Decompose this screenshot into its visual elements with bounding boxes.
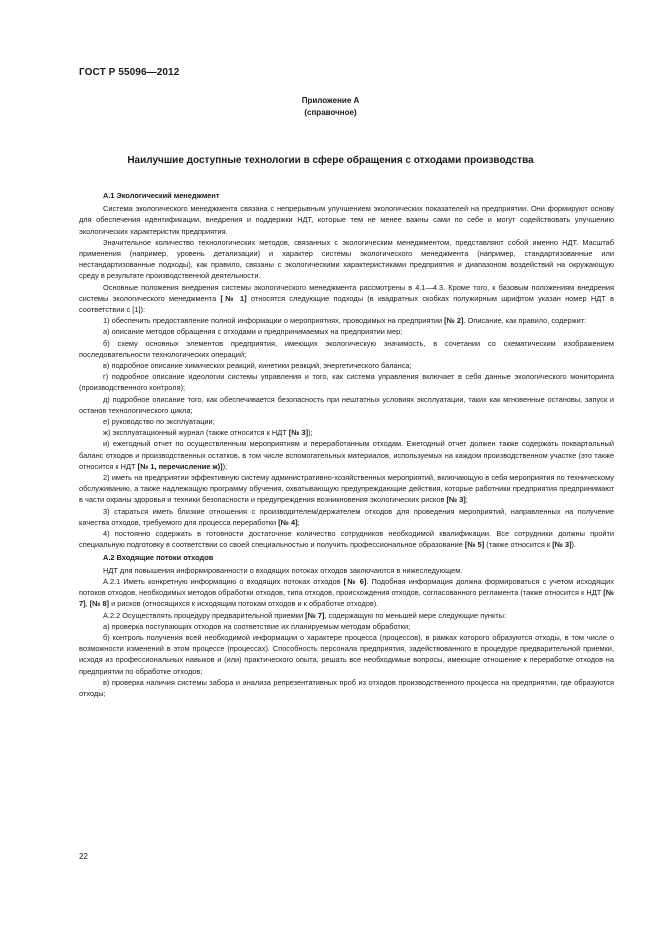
- list-item: 2) иметь на предприятии эффективную систему административно-хозяйственных мероприятий, включающую в себя мероприятия по техническому обслуживанию, а также надлежащую программу обучения, охватывающую предупреждающие действия, которые работники предприятия предпринимают в части охраны здоровья и техники безопасности и предупреждения возникновения экологических рисков [№ 3];: [79, 473, 614, 505]
- list-item: 1) обеспечить предоставление полной информации о мероприятиях, проводимых на предприятии [№ 2]. Описание, как правило, содержит:: [103, 316, 587, 326]
- list-item: б) схему основных элементов предприятия, имеющих экологическую значимость, в сочетании со схематическим изображением последовательности технологических операций;: [79, 338, 614, 359]
- list-item: е) руководство по эксплуатации;: [103, 417, 215, 427]
- list-item: а) проверка поступающих отходов на соответствие их планируемым методам обработки;: [103, 621, 411, 631]
- list-item: а) описание методов обращения с отходами и предпринимаемых на предприятии мер;: [103, 327, 403, 337]
- list-item: 3) стараться иметь близкие отношения с производителем/держателем отходов для проведения мероприятий, направленных на получение качества отходов, требуемого для процесса переработки [№ 4];: [79, 506, 614, 527]
- page-title: Наилучшие доступные технологии в сфере обращения с отходами производства: [127, 155, 534, 166]
- list-item: 4) постоянно содержать в готовности достаточное количество сотрудников необходимой квалификации. Все сотрудники должны пройти специальную подготовку в соответствии со своей специальностью и получить профессиональное образование [№ 5] (также относится к [№ 3]).: [79, 529, 614, 550]
- page-number: 22: [79, 852, 88, 861]
- document-code: ГОСТ Р 55096—2012: [79, 67, 180, 78]
- paragraph: Система экологического менеджмента связана с непрерывным улучшением экологических показателей на предприятии. Они формируют основу для обеспечения идентификации, внедрения и поддержки НДТ, которые тем не менее важны сами по себе и могут содействовать улучшению экологических характеристик предприятия.: [79, 204, 614, 236]
- annex-type: (справочное): [304, 108, 357, 117]
- list-item: в) проверка наличия системы забора и анализа репрезентативных проб из отходов производственного процесса на предприятии, где образуются отходы;: [79, 677, 614, 698]
- list-item: б) контроль получения всей необходимой информации о характере процесса (процессов), в рамках которого образуются отходы, в том числе о возможности изменений в этом процессе (процессах). Способность персонала предприятия, задействованного в процедуре предварительной приемки, исходя из профессиональных навыков и (или) практического опыта, решать все необходимые вопросы, имеющие отношение к переработке отходов на предприятии по обработке отходов;: [79, 632, 614, 676]
- section-heading-a2: А.2 Входящие потоки отходов: [103, 552, 214, 562]
- document-body: [79, 189, 614, 699]
- list-item: г) подробное описание идеологии системы управления и того, как система управления включает в себя данные экологического мониторинга (производственного контроля);: [79, 372, 614, 393]
- section-heading-a1: А.1 Экологический менеджмент: [103, 191, 220, 200]
- paragraph: Основные положения внедрения системы экологического менеджмента рассмотрены в 4.1—4.3. Кроме того, к базовым положениям внедрения системы экологического менеджмента [№ 1] относятся следующие подходы (в квадратных скобках полужирным шрифтом указан номер НДТ в соответствии с [1]):: [79, 282, 614, 315]
- paragraph: А.2.2 Осуществлять процедуру предварительной приемки [№ 7], содержащую по меньшей мере следующие пункты:: [103, 610, 507, 620]
- paragraph: А.2.1 Иметь конкретную информацию о входящих потоках отходов [№ 6]. Подобная информация должна формироваться с учетом исходящих потоков отходов, необходимых методов обработки отходов, типа отходов, происхождения отходов, согласованного регламента (также относится к НДТ [№ 7], [№ 8] и рисков (относящихся к исходящим потокам отходов и к обработке отходов).: [79, 576, 615, 609]
- list-item: ж) эксплуатационный журнал (также относится к НДТ [№ 3]);: [103, 428, 313, 438]
- paragraph: НДТ для повышения информированности о входящих потоках отходов заключаются в нижеследующем.: [103, 565, 463, 575]
- list-item: д) подробное описание того, как обеспечивается безопасность при нештатных условиях эксплуатации, таких как мгновенные остановы, запуск и останов технологического цикла;: [79, 394, 614, 415]
- list-item: и) ежегодный отчет по осуществленным мероприятиям и переработанным отходам. Ежегодный отчет должен также содержать поквартальный баланс отходов и производственных остатков, в том числе вспомогательных материалов, используемых на каждом производственном участке (это также относится к НДТ [№ 1, перечисление ж)]);: [79, 439, 614, 471]
- annex-title: Приложение А: [301, 96, 360, 105]
- list-item: в) подробное описание химических реакций, кинетики реакций, энергетического баланса;: [103, 361, 412, 371]
- paragraph: Значительное количество технологических методов, связанных с экологическим менеджментом, представляют собой именно НДТ. Масштаб применения (например, уровень детализации) и характер системы экологического менеджмента (например, стандартизованные или нестандартизованные подходы), как правило, связаны с экологическими характеристиками предприятия и диапазоном воздействий на окружающую среду в результате производственной деятельности.: [79, 237, 614, 281]
